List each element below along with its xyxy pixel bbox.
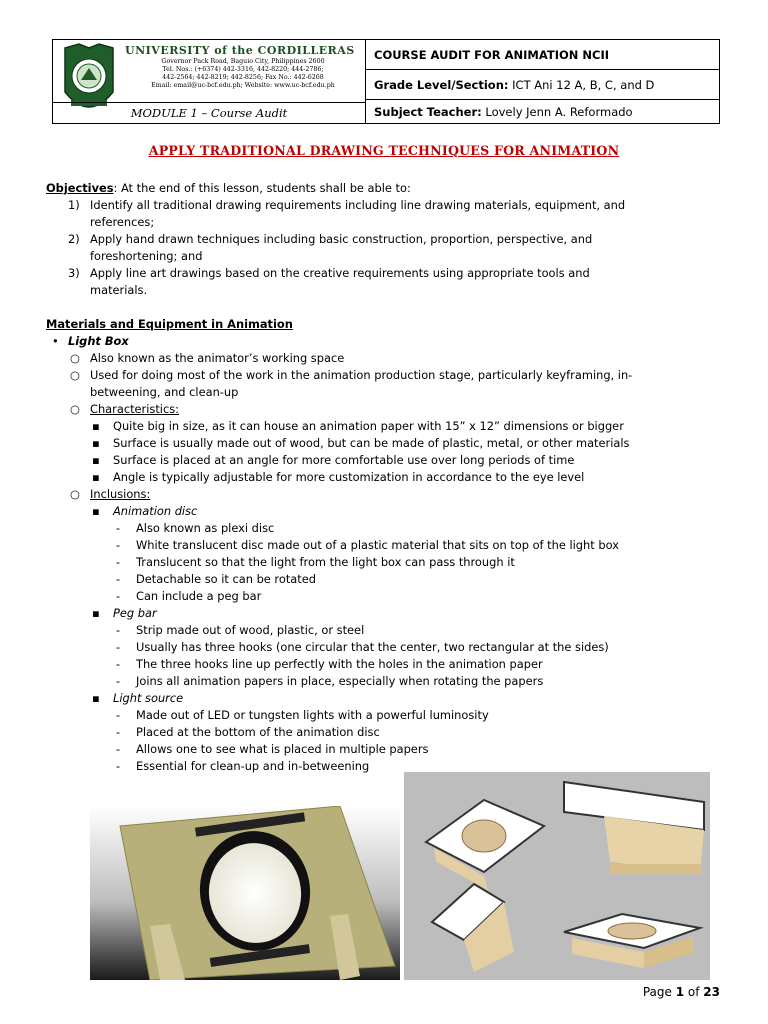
objective-line: materials. (90, 283, 148, 297)
bullet-square-icon: ▪ (92, 606, 100, 620)
current-page: 1 (675, 985, 685, 999)
inclusion-point: The three hooks line up perfectly with the holes in the animation paper (136, 657, 543, 671)
bullet-circle-icon: ○ (70, 487, 80, 501)
bullet-square-icon: ▪ (92, 419, 100, 433)
bullet-square-icon: ▪ (92, 436, 100, 450)
light-box-desc: Also known as the animator’s working space (90, 351, 345, 365)
dash-icon: - (116, 555, 121, 569)
objectives-intro-text: : At the end of this lesson, students shall be able to: (113, 181, 411, 195)
characteristic-item: Angle is typically adjustable for more customization in accordance to the eye level (113, 470, 585, 484)
inclusion-point: Can include a peg bar (136, 589, 262, 603)
inclusion-point: Strip made out of wood, plastic, or steel (136, 623, 365, 637)
page-of: of (684, 985, 704, 999)
inclusion-point: Placed at the bottom of the animation disc (136, 725, 380, 739)
bullet-square-icon: ▪ (92, 504, 100, 518)
page-number (643, 985, 720, 999)
inclusion-point: Allows one to see what is placed in multiple papers (136, 742, 429, 756)
inclusion-name: Animation disc (113, 504, 198, 518)
objective-line: Apply line art drawings based on the creative requirements using appropriate tools and (90, 266, 590, 280)
grade-level-value: ICT Ani 12 A, B, C, and D (508, 78, 655, 92)
inclusion-point: White translucent disc made out of a plastic material that sits on top of the light box (136, 538, 619, 552)
inclusion-point: Usually has three hooks (one circular that the center, two rectangular at the sides) (136, 640, 609, 654)
inclusion-point: Translucent so that the light from the light box can pass through it (136, 555, 515, 569)
dash-icon: - (116, 657, 121, 671)
dash-icon: - (116, 708, 121, 722)
characteristic-item: Surface is usually made out of wood, but can be made of plastic, metal, or other materials (113, 436, 630, 450)
characteristic-item: Quite big in size, as it can house an animation paper with 15” x 12” dimensions or bigger (113, 419, 624, 433)
course-title: COURSE AUDIT FOR ANIMATION NCII (366, 40, 720, 70)
objective-number: 1) (68, 198, 80, 212)
university-address (125, 58, 361, 90)
bullet-disc-icon: • (52, 334, 59, 348)
light-box-label: Light Box (68, 334, 129, 348)
objective-number: 3) (68, 266, 80, 280)
bullet-circle-icon: ○ (70, 351, 80, 365)
inclusion-name: Light source (113, 691, 184, 705)
lesson-title: APPLY TRADITIONAL DRAWING TECHNIQUES FOR ANIMATION (148, 143, 620, 158)
bullet-square-icon: ▪ (92, 453, 100, 467)
subject-teacher-label: Subject Teacher: (374, 105, 482, 119)
dash-icon: - (116, 521, 121, 535)
dash-icon: - (116, 538, 121, 552)
grade-level-label: Grade Level/Section: (374, 78, 509, 92)
total-pages: 23 (703, 985, 720, 999)
light-box-variants-photo (404, 772, 710, 980)
inclusion-point: Made out of LED or tungsten lights with a powerful luminosity (136, 708, 489, 722)
university-name: UNIVERSITY of the CORDILLERAS (125, 44, 355, 57)
inclusion-point: Essential for clean-up and in-betweening (136, 759, 370, 773)
dash-icon: - (116, 623, 121, 637)
inclusion-point: Also known as plexi disc (136, 521, 275, 535)
address-line: Governor Pack Road, Baguio City, Philippines 2600 (161, 58, 325, 65)
dash-icon: - (116, 759, 121, 773)
header-table (52, 39, 720, 124)
objective-line: foreshortening; and (90, 249, 203, 263)
characteristic-item: Surface is placed at an angle for more comfortable use over long periods of time (113, 453, 575, 467)
dash-icon: - (116, 640, 121, 654)
address-line: Tel. Nos.: (+6374) 442-3316, 442-8220; 444-2786; (162, 66, 324, 73)
dash-icon: - (116, 725, 121, 739)
subject-teacher-cell (366, 101, 720, 123)
header-left (53, 40, 366, 123)
objective-line: Identify all traditional drawing requirements including line drawing materials, equipment, and (90, 198, 626, 212)
materials-heading: Materials and Equipment in Animation (46, 317, 293, 331)
dash-icon: - (116, 589, 121, 603)
objectives-label: Objectives (46, 181, 114, 195)
light-box-desc: Used for doing most of the work in the animation production stage, particularly keyframing, in- (90, 368, 633, 382)
inclusions-label: Inclusions: (90, 487, 151, 501)
grade-level-cell (366, 70, 720, 100)
bullet-circle-icon: ○ (70, 402, 80, 416)
inclusion-name: Peg bar (113, 606, 157, 620)
dash-icon: - (116, 742, 121, 756)
page-word: Page (642, 985, 676, 999)
dash-icon: - (116, 572, 121, 586)
inclusion-point: Detachable so it can be rotated (136, 572, 316, 586)
bullet-square-icon: ▪ (92, 470, 100, 484)
objective-line: Apply hand drawn techniques including basic construction, proportion, perspective, and (90, 232, 593, 246)
university-block (53, 40, 365, 102)
bullet-square-icon: ▪ (92, 691, 100, 705)
light-box-photo (90, 806, 400, 980)
objectives-intro (46, 180, 411, 197)
module-label: MODULE 1 – Course Audit (53, 102, 365, 125)
bullet-circle-icon: ○ (70, 368, 80, 382)
light-box-desc: betweening, and clean-up (90, 385, 239, 399)
subject-teacher-value: Lovely Jenn A. Reformado (481, 105, 633, 119)
objective-number: 2) (68, 232, 80, 246)
inclusion-point: Joins all animation papers in place, especially when rotating the papers (136, 674, 544, 688)
objective-line: references; (90, 215, 155, 229)
dash-icon: - (116, 674, 121, 688)
characteristics-label: Characteristics: (90, 402, 180, 416)
address-line: 442-2564; 442-8219; 442-8256; Fax No.: 442-6268 (162, 74, 324, 81)
address-line: Email: email@uc-bcf.edu.ph; Website: www.uc-bcf.edu.ph (151, 82, 335, 89)
